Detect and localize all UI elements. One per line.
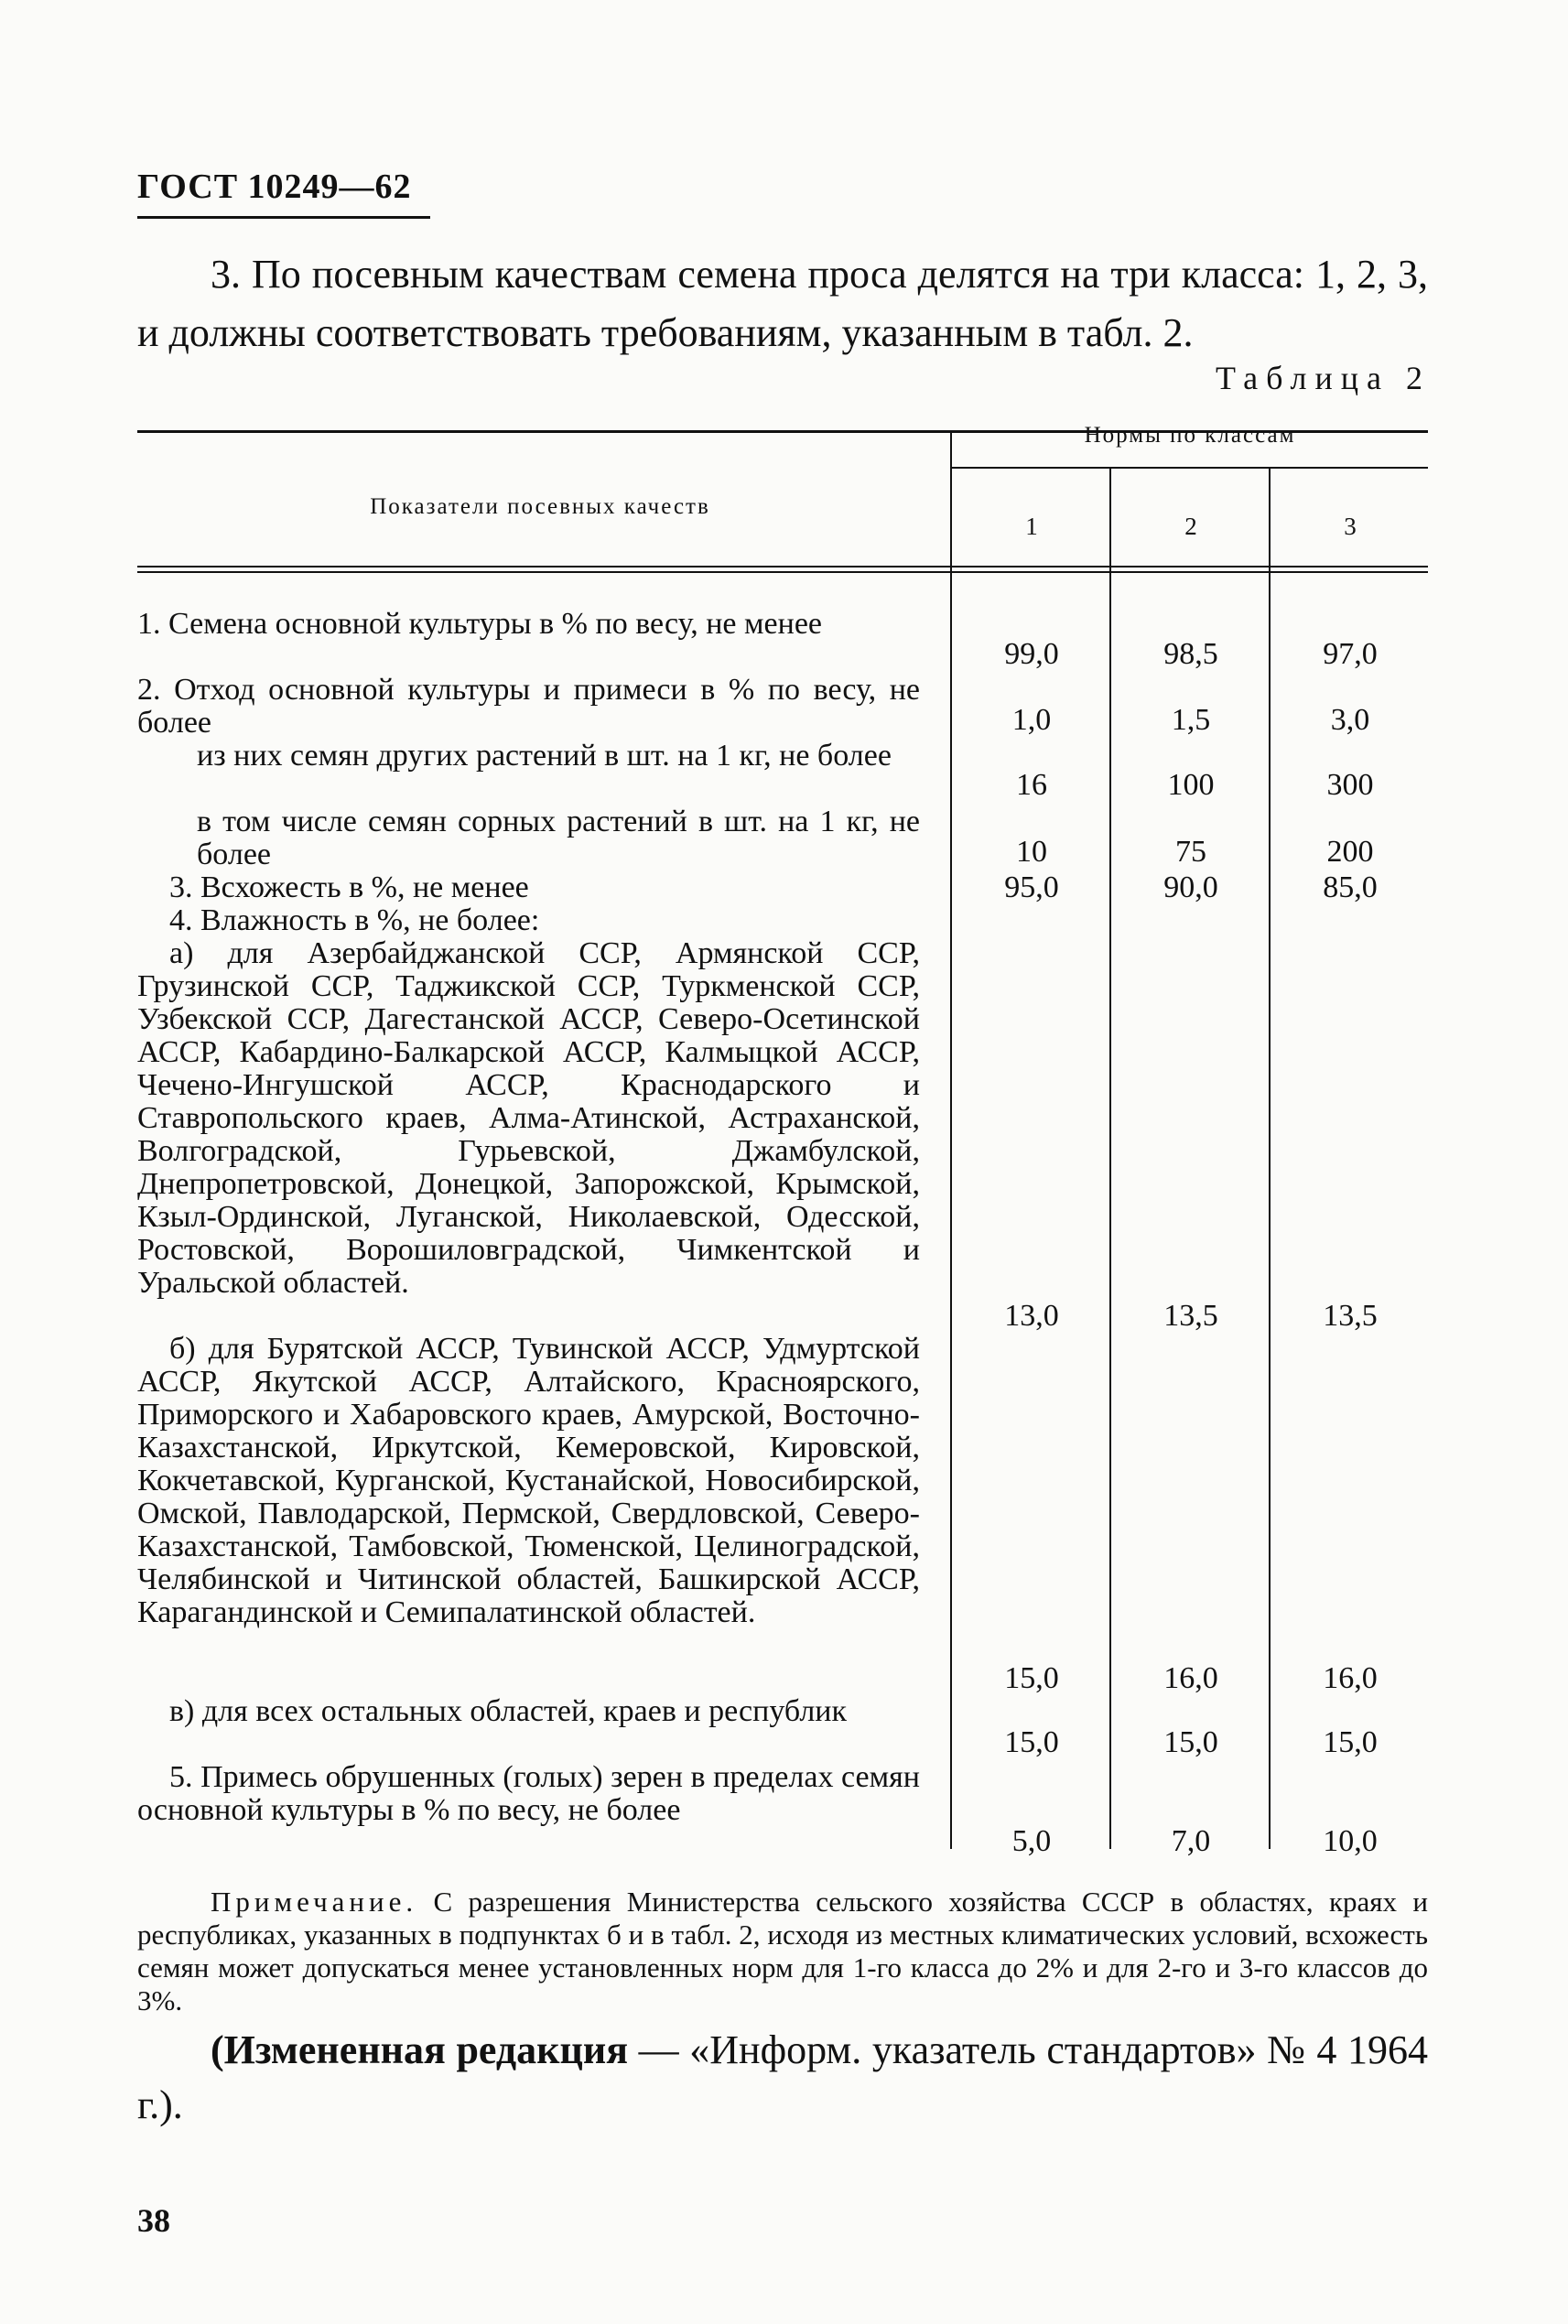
- class-1-header: 1: [1025, 513, 1038, 540]
- row-value: 15,0: [1004, 1725, 1059, 1759]
- class-1-2-divider: [1109, 469, 1111, 1849]
- table-header-rule-1: [137, 566, 1428, 567]
- class-2-header: 2: [1184, 513, 1197, 540]
- row-label: 4. Влажность в %, не более:: [169, 903, 540, 937]
- table-caption: Таблица 2: [1216, 360, 1431, 396]
- row-value: 5,0: [1011, 1824, 1052, 1858]
- row-label: в) для всех остальных областей, краев и республик: [169, 1694, 847, 1728]
- row-value: 13,5: [1323, 1299, 1378, 1333]
- row-value: 13,5: [1163, 1299, 1218, 1333]
- row-value: 13,0: [1004, 1299, 1059, 1333]
- indicator-header: Показатели посевных качеств: [370, 494, 710, 519]
- row-value: 75: [1175, 835, 1206, 869]
- intro-paragraph: 3. По посевным качествам семена проса делятся на три класса: 1, 2, 3, и должны соответствовать требованиям, указанным в табл. 2.: [137, 252, 1428, 355]
- header-underline: [137, 216, 430, 219]
- row-label: из них семян других растений в шт. на 1 кг, не более: [197, 739, 892, 773]
- note-text: С разрешения Министерства сельского хозяйства СССР в областях, краях и республиках, указанных в подпунктах б и в табл. 2, исходя из местных климатических условий, всхожесть семян может допускаться менее установленных норм для 1-го класса до 2% и для 2-го и 3-го классов до 3%.: [137, 1886, 1428, 2016]
- row-label: 2. Отход основной культуры и примеси в % по весу, не более: [137, 673, 920, 740]
- row-value: 85,0: [1323, 870, 1378, 904]
- class-2-3-divider: [1269, 469, 1271, 1849]
- row-label: б) для Бурятской АССР, Тувинской АССР, Удмуртской АССР, Якутской АССР, Алтайского, Красноярского, Приморского и Хабаровского краев, Амурской, Восточно-Казахстанской, Иркутской, Кемеровской, Кировской, Кокчетавской, Курганской, Кустанайской, Новосибирской, Омской, Павлодарской, Пермской, Свердловской, Северо-Казахстанской, Тамбовской, Тюменской, Целиноградской, Челябинской и Читинской областей, Башкирской АССР, Карагандинской и Семипалатинской областей.: [137, 1332, 920, 1629]
- row-label: а) для Азербайджанской ССР, Армянской ССР, Грузинской ССР, Таджикской ССР, Туркменской ССР, Узбекской ССР, Дагестанской АССР, Северо-Осетинской АССР, Кабардино-Балкарской АССР, Калмыцкой АССР, Чечено-Ингушской АССР, Краснодарского и Ставропольского краев, Алма-Атинской, Астраханской, Волгоградской, Гурьевской, Джамбулской, Днепропетровской, Донецкой, Запорожской, Крымской, Кзыл-Ординской, Луганской, Николаевской, Одесской, Ростовской, Ворошиловградской, Чимкентской и Уральской областей.: [137, 936, 920, 1300]
- row-value: 15,0: [1163, 1725, 1218, 1759]
- row-value: 95,0: [1004, 870, 1059, 904]
- row-value: 10: [1016, 835, 1047, 869]
- standard-header: ГОСТ 10249—62: [137, 168, 412, 206]
- row-value: 1,5: [1171, 703, 1211, 737]
- row-value: 1,0: [1011, 703, 1052, 737]
- amendment-reference: [137, 2023, 1428, 2133]
- row-value: 16,0: [1163, 1661, 1218, 1695]
- page-number: 38: [137, 2202, 170, 2239]
- row-value: 3,0: [1330, 703, 1370, 737]
- row-value: 15,0: [1323, 1725, 1378, 1759]
- row-value: 200: [1326, 835, 1374, 869]
- row-value: 300: [1326, 768, 1374, 802]
- amendment-rest: — «Информ. указатель стандартов» № 4 1964 г.).: [137, 2027, 1428, 2127]
- row-label: 1. Семена основной культуры в % по весу, не менее: [137, 607, 822, 641]
- amendment-bold: (Измененная редакция: [211, 2027, 628, 2072]
- row-label: в том числе семян сорных растений в шт. на 1 кг, не более: [197, 805, 920, 871]
- row-value: 10,0: [1323, 1824, 1378, 1858]
- row-label: 5. Примесь обрушенных (голых) зерен в пределах семян основной культуры в % по весу, не более: [137, 1760, 920, 1827]
- row-value: 16: [1016, 768, 1047, 802]
- class-3-header: 3: [1344, 513, 1357, 540]
- row-value: 98,5: [1163, 637, 1218, 671]
- indicator-column-divider: [950, 430, 952, 1849]
- norms-header: Нормы по классам: [1084, 423, 1296, 448]
- row-value: 100: [1167, 768, 1215, 802]
- row-label: 3. Всхожесть в %, не менее: [169, 870, 529, 904]
- table-note: [137, 1886, 1428, 2017]
- row-value: 7,0: [1171, 1824, 1211, 1858]
- note-label: Примечание.: [211, 1886, 418, 1918]
- row-value: 97,0: [1323, 637, 1378, 671]
- row-value: 15,0: [1004, 1661, 1059, 1695]
- row-value: 99,0: [1004, 637, 1059, 671]
- table-header-rule-2: [137, 571, 1428, 573]
- row-value: 90,0: [1163, 870, 1218, 904]
- row-value: 16,0: [1323, 1661, 1378, 1695]
- norms-subheader-rule: [952, 467, 1428, 469]
